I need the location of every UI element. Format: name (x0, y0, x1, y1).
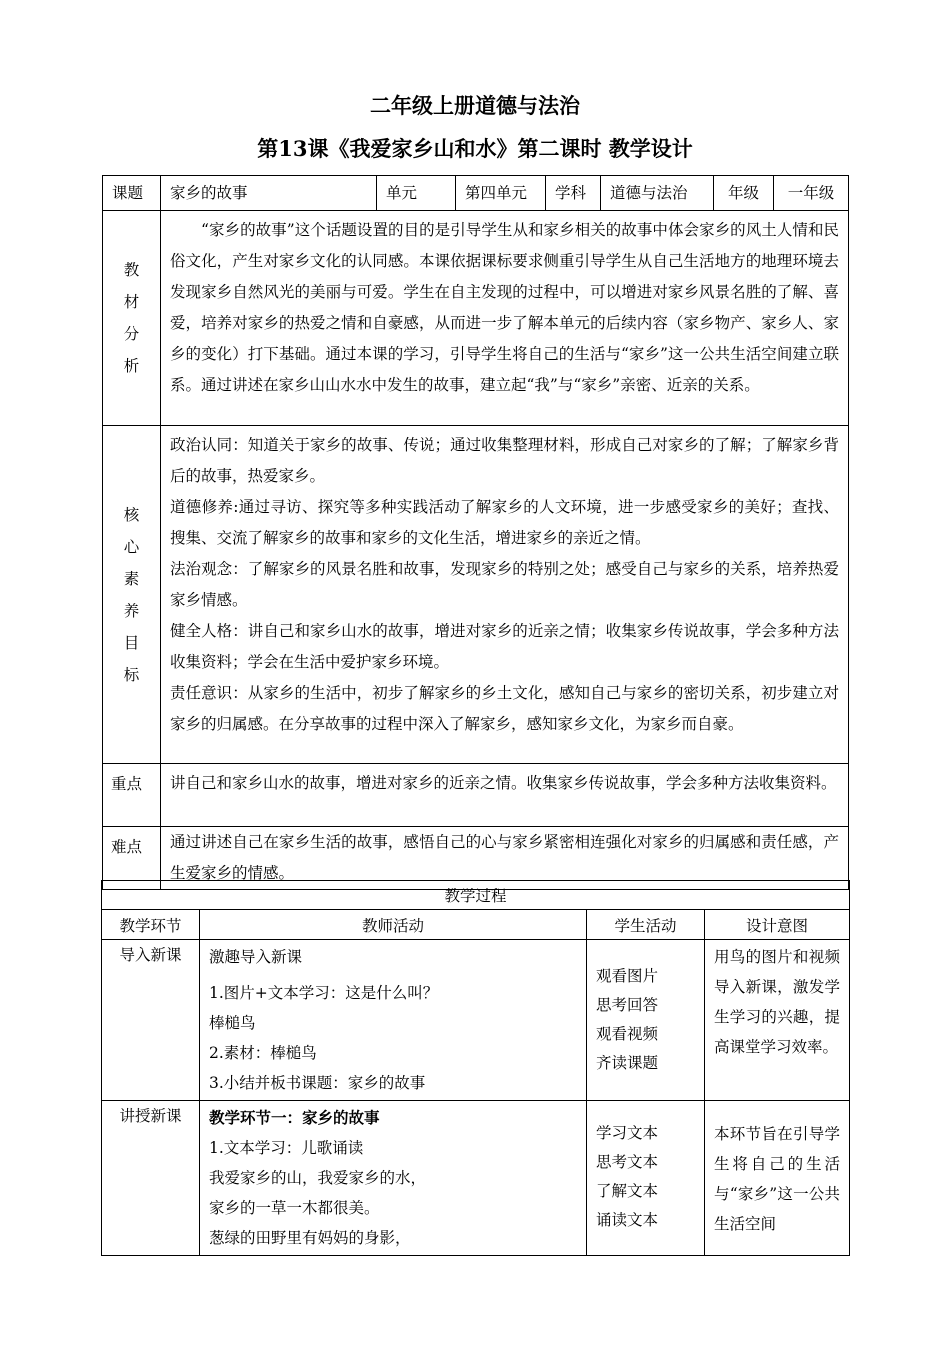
analysis-label-line1: 教材 (123, 261, 152, 311)
intent-intro: 用鸟的图片和视频导入新课，激发学生学习的兴趣，提高课堂学习效率。 (705, 940, 850, 1101)
goals-label-line1: 核心 (123, 505, 152, 556)
teacher-line: 葱绿的田野里有妈妈的身影， (209, 1229, 411, 1247)
stage-new: 讲授新课 (102, 1101, 200, 1256)
info-row (103, 176, 849, 211)
process-row-intro (102, 940, 850, 1101)
process-row-new (102, 1101, 850, 1256)
unit-label: 单元 (377, 176, 456, 211)
header-student: 学生活动 (587, 910, 705, 940)
topic-label: 课题 (103, 176, 161, 211)
teacher-line: 我爱家乡的山，我爱家乡的水， (209, 1169, 427, 1187)
header-stage: 教学环节 (102, 910, 200, 940)
teacher-line: 1.文本学习：儿歌诵读 (209, 1139, 364, 1157)
student-line: 思考文本 (596, 1153, 659, 1171)
student-line: 思考回答 (596, 996, 659, 1014)
student-line: 观看图片 (596, 967, 659, 985)
key-point-text: 讲自己和家乡山水的故事，增进对家乡的近亲之情。收集家乡传说故事，学会多种方法收集资料。 (161, 764, 849, 827)
analysis-label (103, 211, 161, 426)
teacher-activity-new (200, 1101, 587, 1256)
stage-intro: 导入新课 (102, 940, 200, 1101)
document-subtitle: 第13课《我爱家乡山和水》第二课时 教学设计 (257, 136, 693, 161)
process-header-row (102, 910, 850, 940)
goal-item: 责任意识：从家乡的生活中，初步了解家乡的乡土文化，感知自己与家乡的密切关系，初步建立对家乡的归属感。在分享故事的过程中深入了解家乡，感知家乡文化，为家乡而自豪。 (170, 684, 839, 733)
student-activity-new (587, 1101, 705, 1256)
document-title: 二年级上册道德与法治 (370, 93, 580, 118)
analysis-row (103, 211, 849, 426)
process-title: 教学过程 (102, 881, 850, 910)
topic-value: 家乡的故事 (161, 176, 377, 211)
teacher-line: 激趣导入新课 (209, 948, 303, 966)
subject-value: 道德与法治 (601, 176, 714, 211)
goals-label-line3: 目标 (123, 633, 152, 684)
teacher-line: 棒槌鸟 (209, 1014, 256, 1032)
analysis-paragraph: “家乡的故事”这个话题设置的目的是引导学生从和家乡相关的故事中体会家乡的风土人情和民俗文化，产生对家乡文化的认同感。本课依据课标要求侧重引导学生从自己生活地方的地理环境去发现家乡自然风光的美丽与可爱。学生在自主发现的过程中，可以增进对家乡风景名胜的了解、喜爱，培养对家乡的热爱之情和自豪感，从而进一步了解本单元的后续内容（家乡物产、家乡人、家乡的变化）打下基础。通过本课的学习，引导学生将自己的生活与“家乡”这一公共生活空间建立联系。通过讲述在家乡山山水水中发生的故事，建立起“我”与“家乡”亲密、近亲的关系。 (170, 221, 839, 394)
teacher-activity-intro (200, 940, 587, 1101)
teacher-heading: 教学环节一：家乡的故事 (209, 1108, 380, 1127)
student-line: 诵读文本 (596, 1211, 659, 1229)
unit-value: 第四单元 (456, 176, 546, 211)
student-line: 观看视频 (596, 1025, 659, 1043)
key-point-row (103, 764, 849, 827)
intent-new: 本环节旨在引导学生将自己的生活与“家乡”这一公共生活空间 (705, 1101, 850, 1256)
analysis-text (161, 211, 849, 426)
goal-item: 政治认同：知道关于家乡的故事、传说；通过收集整理材料，形成自己对家乡的了解；了解家乡背后的故事，热爱家乡。 (170, 436, 839, 485)
difficulty-label: 难点 (103, 827, 161, 890)
grade-value: 一年级 (774, 176, 849, 211)
key-point-label: 重点 (103, 764, 161, 827)
grade-label: 年级 (714, 176, 774, 211)
header-teacher: 教师活动 (200, 910, 587, 940)
goal-item: 法治观念：了解家乡的风景名胜和故事，发现家乡的特别之处；感受自己与家乡的关系，培养热爱家乡情感。 (170, 560, 839, 609)
teacher-line: 2.素材：棒槌鸟 (209, 1044, 317, 1062)
student-line: 齐读课题 (596, 1054, 659, 1072)
teacher-line: 家乡的一草一木都很美。 (209, 1199, 380, 1217)
analysis-label-line2: 分析 (123, 325, 152, 375)
teaching-process-table (101, 880, 850, 1256)
goal-item: 道德修养:通过寻访、探究等多种实践活动了解家乡的人文环境，进一步感受家乡的美好；查找、搜集、交流了解家乡的故事和家乡的文化生活，增进家乡的亲近之情。 (170, 498, 839, 547)
student-line: 学习文本 (596, 1124, 659, 1142)
goals-row (103, 426, 849, 764)
student-line: 了解文本 (596, 1182, 659, 1200)
goals-text (161, 426, 849, 764)
goals-label (103, 426, 161, 764)
lesson-info-table (102, 175, 849, 890)
goal-item: 健全人格：讲自己和家乡山水的故事，增进对家乡的近亲之情；收集家乡传说故事，学会多种方法收集资料；学会在生活中爱护家乡环境。 (170, 622, 839, 671)
process-title-row (102, 881, 850, 910)
subject-label: 学科 (546, 176, 601, 211)
difficulty-text: 通过讲述自己在家乡生活的故事，感悟自己的心与家乡紧密相连强化对家乡的归属感和责任感，产生爱家乡的情感。 (161, 827, 849, 890)
teacher-line: 3.小结并板书课题：家乡的故事 (209, 1074, 426, 1092)
header-intent: 设计意图 (705, 910, 850, 940)
teacher-line: 1.图片+文本学习：这是什么叫？ (209, 984, 439, 1002)
student-activity-intro (587, 940, 705, 1101)
goals-label-line2: 素养 (123, 569, 152, 620)
